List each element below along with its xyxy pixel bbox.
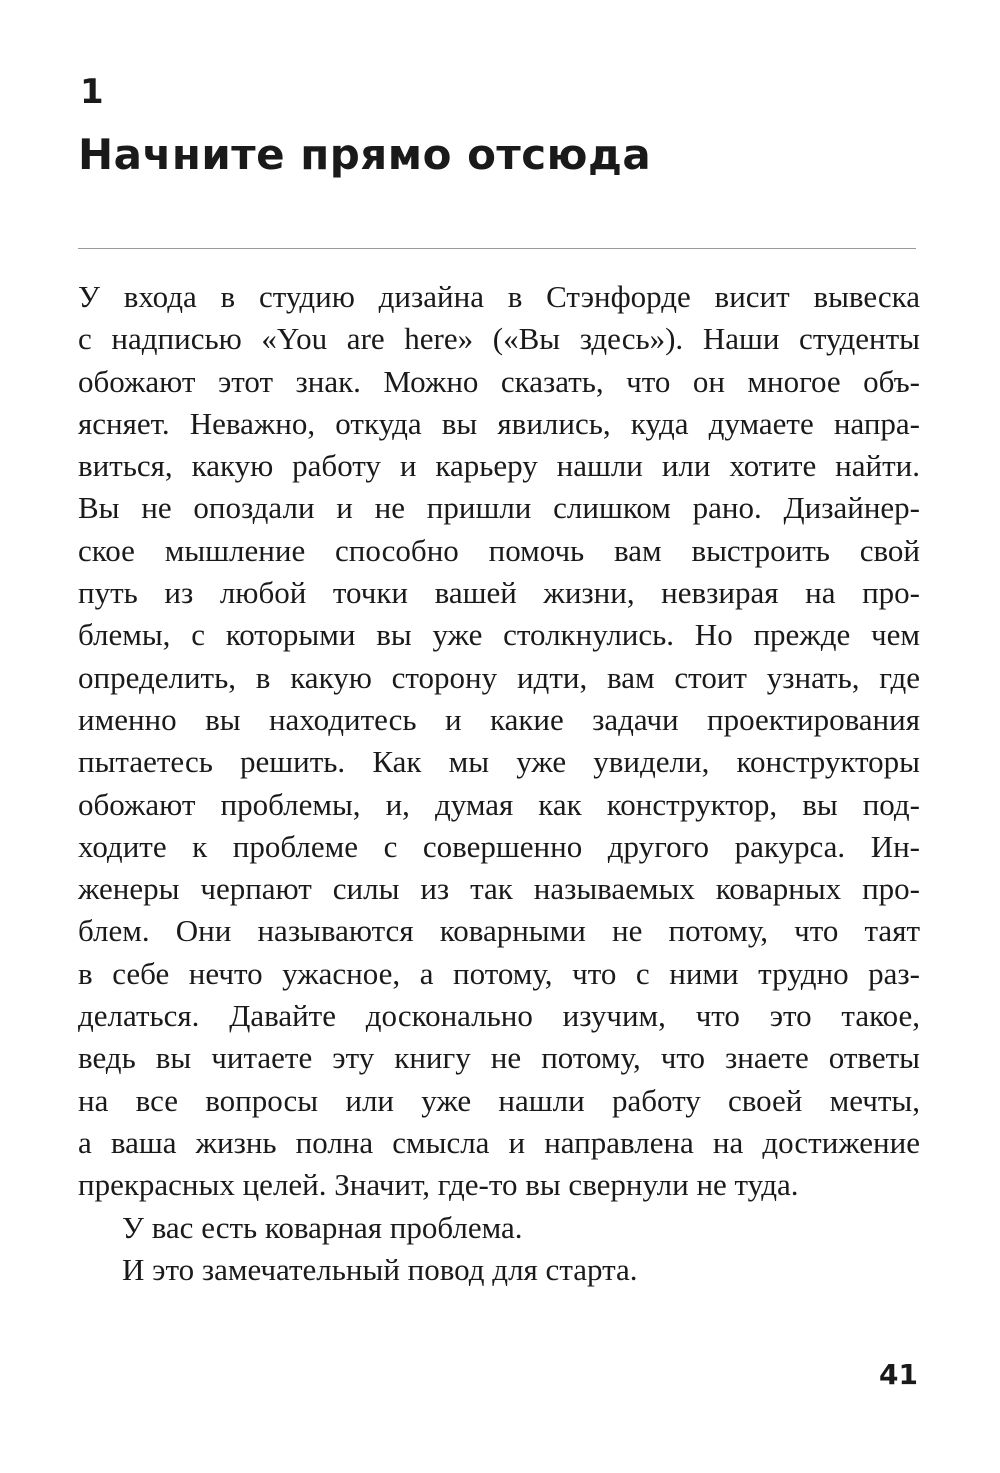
text-line: обожают этот знак. Можно сказать, что он многое объ- xyxy=(78,363,920,399)
text-line: именно вы находитесь и какие задачи проектирования xyxy=(78,701,920,737)
text-line: на все вопросы или уже нашли работу своей мечты, xyxy=(78,1082,920,1118)
page-number: 41 xyxy=(879,1358,918,1391)
text-line: прекрасных целей. Значит, где-то вы свернули не туда. xyxy=(78,1167,799,1203)
short-paragraph: И это замечательный повод для старта. xyxy=(122,1251,638,1287)
text-line: путь из любой точки вашей жизни, невзирая на про- xyxy=(78,575,920,611)
text-line: ясняет. Неважно, откуда вы явились, куда думаете напра- xyxy=(78,405,920,441)
text-line: пытаетесь решить. Как мы уже увидели, конструкторы xyxy=(78,744,920,780)
text-line: ходите к проблеме с совершенно другого ракурса. Ин- xyxy=(78,828,920,864)
text-line: женеры черпают силы из так называемых коварных про- xyxy=(78,871,920,907)
text-line: блемы, с которыми вы уже столкнулись. Но прежде чем xyxy=(78,617,920,653)
text-line: определить, в какую сторону идти, вам стоит узнать, где xyxy=(78,659,920,695)
text-line: а ваша жизнь полна смысла и направлена на достижение xyxy=(78,1124,920,1160)
short-paragraph: У вас есть коварная проблема. xyxy=(122,1209,523,1245)
text-line: ское мышление способно помочь вам выстроить свой xyxy=(78,532,920,568)
text-line: блем. Они называются коварными не потому, что таят xyxy=(78,913,920,949)
text-line: с надписью «You are here» («Вы здесь»). Наши студенты xyxy=(78,321,920,357)
text-line: У входа в студию дизайна в Стэнфорде висит вывеска xyxy=(78,279,920,314)
chapter-number: 1 xyxy=(80,72,104,112)
text-line: ведь вы читаете эту книгу не потому, что знаете ответы xyxy=(78,1040,920,1076)
text-line: Вы не опоздали и не пришли слишком рано. Дизайнер- xyxy=(78,490,920,526)
divider xyxy=(78,248,916,249)
text-line: виться, какую работу и карьеру нашли или хотите найти. xyxy=(78,448,920,484)
chapter-title: Начните прямо отсюда xyxy=(78,130,652,179)
text-line: делаться. Давайте досконально изучим, что это такое, xyxy=(78,998,920,1034)
body-text xyxy=(78,276,920,1291)
text-line: обожают проблемы, и, думая как конструктор, вы под- xyxy=(78,786,920,822)
text-line: в себе нечто ужасное, а потому, что с ними трудно раз- xyxy=(78,955,920,991)
